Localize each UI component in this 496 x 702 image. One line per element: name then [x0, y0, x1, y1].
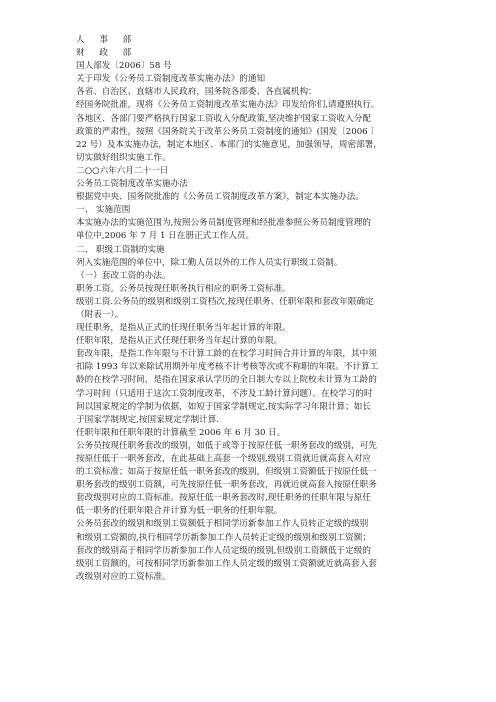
document-page — [76, 34, 431, 584]
document-line: 关于印发《公务员工资制度改革实施办法》的通知 — [76, 74, 266, 85]
document-line: （附表一）。 — [76, 309, 124, 320]
document-line: 本实施办法的实施范围为,按照公务员制度管理和经批准参照公务员制度管理的 — [76, 218, 371, 229]
document-line: 按原任低于一职务套改，在此基础上高套一个级别,级别工资就近就高套入对应 — [76, 454, 371, 464]
document-line: 一、 实施范围 — [76, 205, 131, 216]
document-line: 22 号）及本实施办法，制定本地区、本部门的实施意见，加强领导，周密部署， — [76, 139, 382, 150]
document-line: 龄的在校学习时间，是指在国家承认学历的全日制大专以上院校未计算为工龄的 — [76, 375, 377, 386]
document-line: 学习时间（只适用于这次工资制度改革，不涉及工龄计算问题）。在校学习的时 — [76, 388, 373, 399]
document-line: 根据党中央、国务院批准的《公务员工资制度改革方案》，制定本实施办法。 — [76, 192, 364, 203]
document-line: 公务员套改的级别和级别工资额低于相同学历新参加工作人员转正定级的级别 — [76, 519, 369, 530]
document-line: 公务员按现任职务套改的级别，如低于或等于按原任低一职务套改的级别，可先 — [76, 440, 377, 451]
document-line: 低一职务的任职年限合并计算为低一职务的任职年限。 — [76, 506, 283, 517]
document-line: 间以国家规定的学制为依据，如短于国家学制规定,按实际学习年限计算；如长 — [76, 401, 371, 412]
document-line: 现任职务，是指从正式的任现任职务当年起计算的年限。 — [76, 323, 291, 334]
document-line: 二、 职级工资制的实施 — [76, 244, 165, 255]
issuer-line: 财 政 部 — [76, 48, 138, 59]
document-line: 单位中,2006 年 7 月 1 日在册正式工作人员。 — [76, 231, 255, 242]
document-line: 各地区、各部门要严格执行国家工资收入分配政策,坚决维护国家工资收入分配 — [76, 113, 371, 124]
document-line: 职务工资。公务员按现任职务执行相应的职务工资标准。 — [76, 283, 291, 294]
document-line: 的工资标准；如高于按原任低一职务套改的级别，但级别工资额低于按原任低一 — [76, 467, 377, 478]
document-line: 任职年限和任职年限的计算截至 2006 年 6 月 30 日。 — [76, 427, 286, 438]
document-line: 于国家学制规定,按国家规定学制计算. — [76, 414, 219, 425]
document-line: 公务员工资制度改革实施办法 — [76, 179, 188, 190]
document-line: 改级别对应的工资标准。 — [76, 571, 171, 582]
document-line: 级别工资额的，可按相同学历新参加工作人员定级的级别工资额就近就高套入套 — [76, 558, 377, 569]
document-line: 二○○六年六月二十一日 — [76, 165, 169, 176]
document-line: 套改年限，是指工作年限与不计算工龄的在校学习时间合并计算的年限，其中须 — [76, 349, 377, 360]
document-line: 国人部发〔2006〕58 号 — [76, 61, 172, 72]
issuer-line: 人 事 部 — [76, 35, 138, 45]
document-line: 和级别工资额的,执行相同学历新参加工作人员转正定级的级别和级别工资额； — [76, 532, 371, 543]
document-line: 套改的级别高于相同学历新参加工作人员定级的级别,但级别工资额低于定级的 — [76, 545, 371, 556]
document-line: 经国务院批准，现将《公务员工资制度改革实施办法》印发给你们,请遵照执行。 — [76, 100, 380, 111]
document-line: 政策的严肃性，按照《国务院关于改革公务员工资制度的通知》(国发〔2006 〕 — [76, 126, 379, 137]
document-line: 各省、自治区、直辖市人民政府，国务院各部委、各直属机构： — [76, 87, 317, 98]
document-line: 任职年限，是指从正式任现任职务当年起计算的年限。 — [76, 336, 283, 347]
document-line: 级别工资.公务员的级别和级别工资档次,按现任职务、任职年限和套改年限确定 — [76, 296, 374, 307]
document-line: 切实做好组织实施工作。 — [76, 152, 171, 163]
document-line: （一）套改工资的办法。 — [76, 270, 171, 281]
document-line: 套改级别对应的工资标准。按原任低一职务套改时,现任职务的任职年限与原任 — [76, 493, 371, 504]
document-line: 列入实施范围的单位中，除工勤人员以外的工作人员实行职级工资制。 — [76, 257, 343, 268]
document-line: 扣除 1993 年以来除试用期外年度考核不计考核等次或不称职的年限。不计算工 — [76, 362, 379, 373]
document-line: 职务套改的级别工资额，可先按原任低一职务套改，再就近就高套入按原任职务 — [76, 480, 377, 491]
